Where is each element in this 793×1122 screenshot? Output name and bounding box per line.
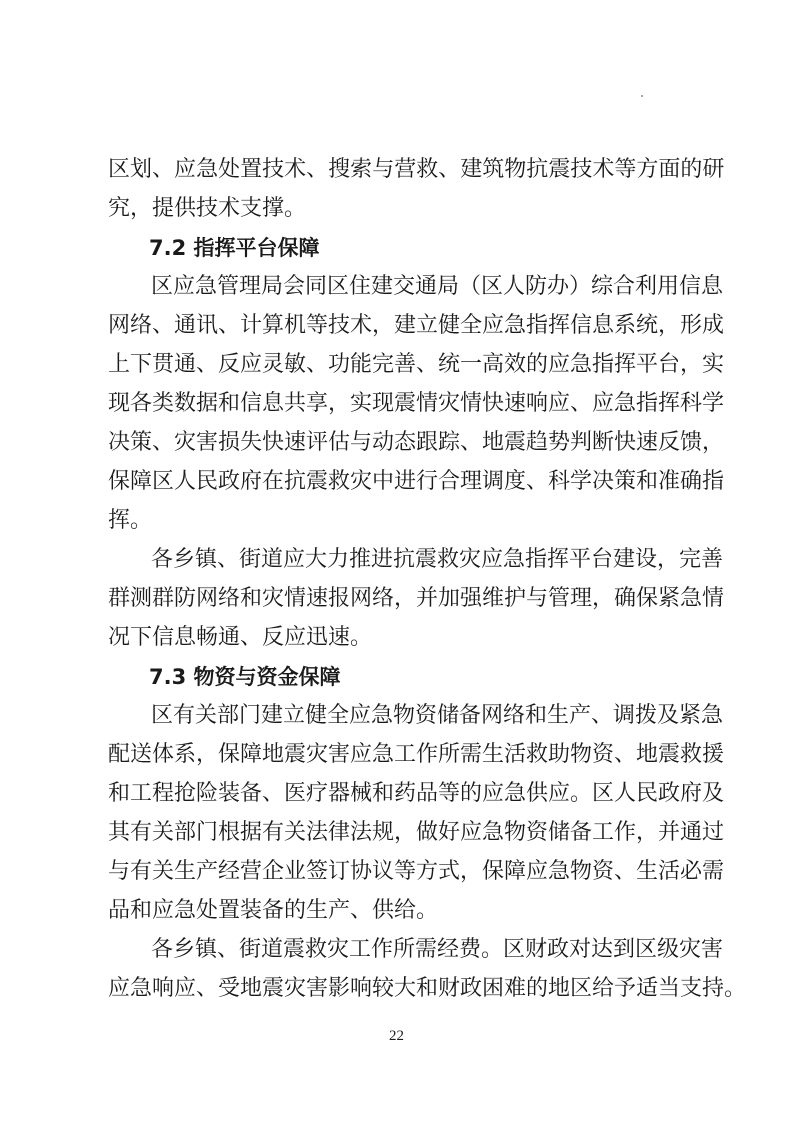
text-line: 决策、灾害损失快速评估与动态跟踪、地震趋势判断快速反馈， [108, 430, 725, 455]
text-line: 保障区人民政府在抗震救灾中进行合理调度、科学决策和准确指 [108, 469, 725, 494]
text-line: 上下贯通、反应灵敏、功能完善、统一高效的应急指挥平台，实 [108, 352, 725, 377]
scan-speck [641, 95, 643, 97]
text-line: 配送体系，保障地震灾害应急工作所需生活救助物资、地震救援 [108, 742, 725, 767]
text-line: 各乡镇、街道应大力推进抗震救灾应急指挥平台建设，完善 [151, 547, 724, 572]
section-heading-7-2: 7.2 指挥平台保障 [149, 236, 320, 260]
text-line: 与有关生产经营企业签订协议等方式，保障应急物资、生活必需 [108, 859, 725, 884]
page-number: 22 [389, 1028, 404, 1044]
text-line: 和工程抢险装备、医疗器械和药品等的应急供应。区人民政府及 [108, 781, 725, 806]
text-line: 究，提供技术支撑。 [108, 196, 307, 221]
text-line: 群测群防网络和灾情速报网络，并加强维护与管理，确保紧急情 [108, 586, 725, 611]
text-line: 品和应急处置装备的生产、供给。 [108, 898, 439, 923]
text-line: 网络、通讯、计算机等技术，建立健全应急指挥信息系统，形成 [108, 313, 725, 338]
text-line: 区应急管理局会同区住建交通局（区人防办）综合利用信息 [151, 274, 724, 299]
text-line: 各乡镇、街道震救灾工作所需经费。区财政对达到区级灾害 [151, 937, 724, 962]
text-line: 区有关部门建立健全应急物资储备网络和生产、调拨及紧急 [151, 703, 724, 728]
text-line: 况下信息畅通、反应迅速。 [108, 625, 373, 650]
section-heading-7-3: 7.3 物资与资金保障 [149, 665, 341, 689]
text-line: 挥。 [108, 508, 153, 533]
text-line: 其有关部门根据有关法律法规，做好应急物资储备工作，并通过 [108, 820, 725, 845]
text-line: 区 划 、 应 急 处 置 技 术 、 搜 索 与 营 救 、 建 筑 物 抗 震 技 术 等 方 面 的 研 [108, 157, 725, 182]
text-line: 现各类数据和信息共享，实现震情灾情快速响应、应急指挥科学 [108, 391, 725, 416]
text-line: 应急响应、受地震灾害影响较大和财政困难的地区给予适当支持。 [108, 976, 747, 1001]
